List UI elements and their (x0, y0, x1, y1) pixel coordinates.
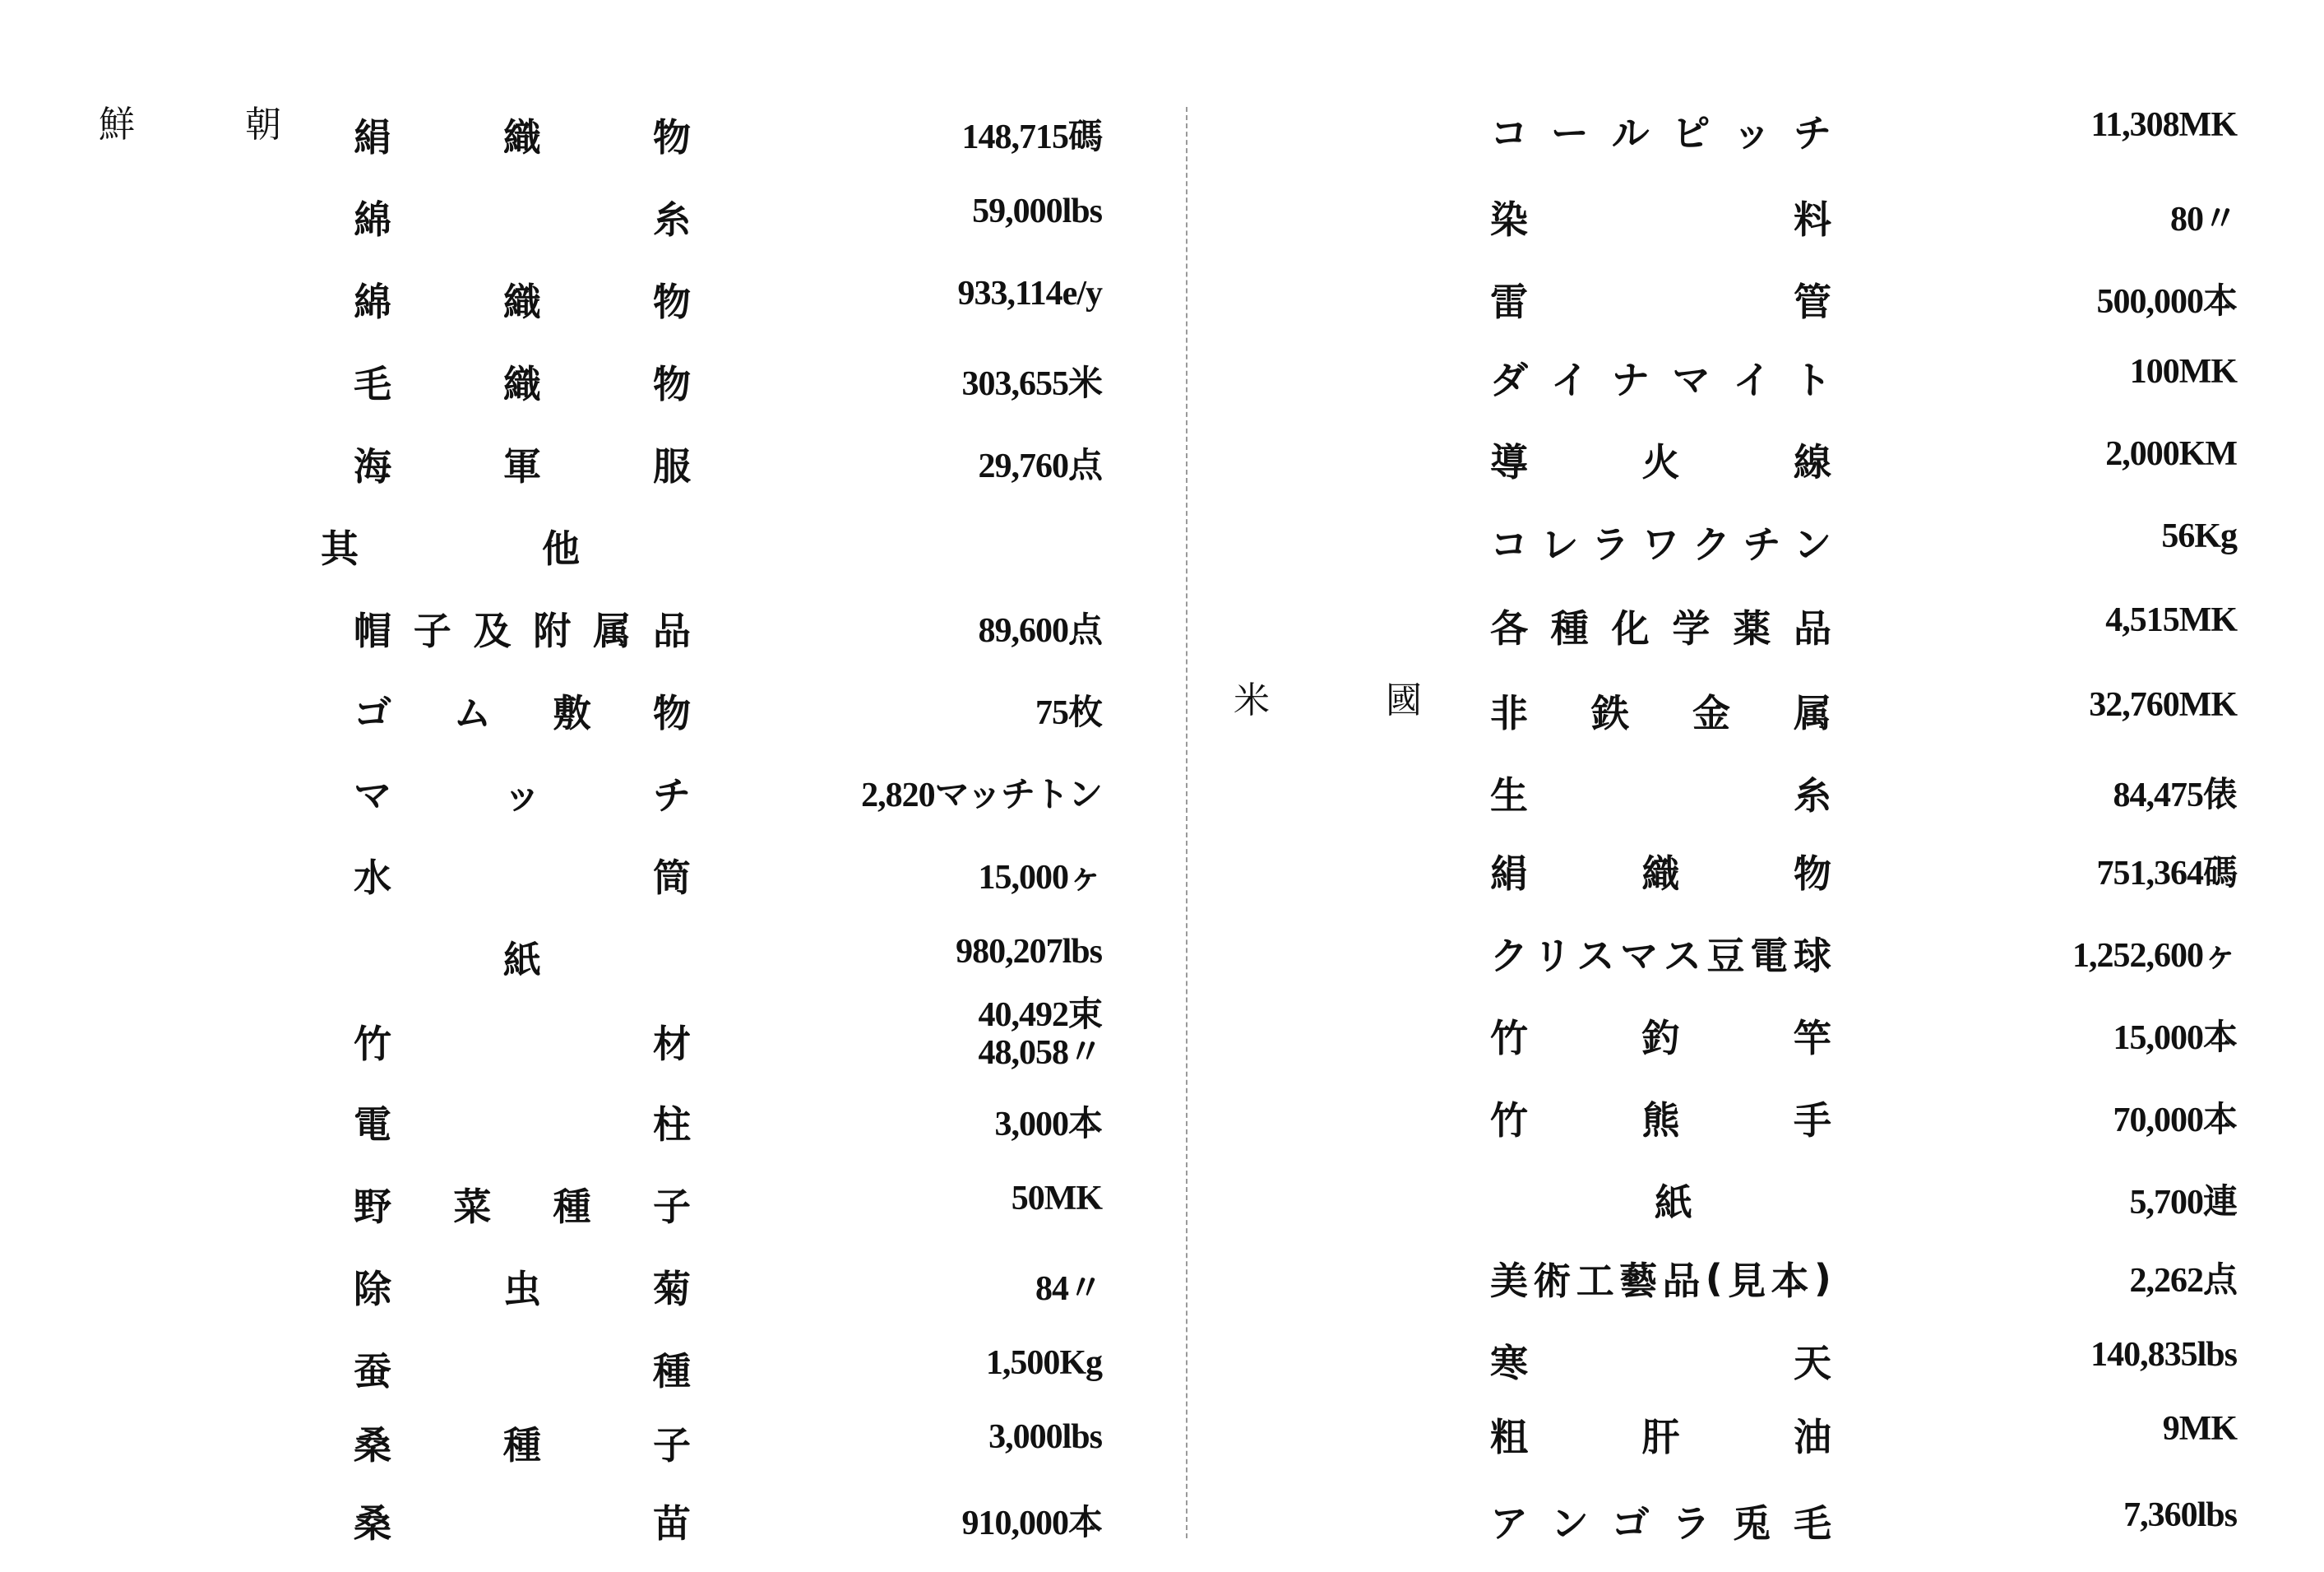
item-quantity: 84〃 (1035, 1270, 1102, 1308)
item-label: 其 他 (321, 526, 580, 571)
item-label: 美 術 工 藝 品 ( 見 本 ) (1490, 1256, 1831, 1303)
item-quantity: 1,500Kg (985, 1344, 1102, 1382)
item-label: 帽 子 及 附 属 品 (354, 609, 691, 653)
item-label: 水 筒 (354, 856, 691, 900)
item-label: 導 火 線 (1490, 440, 1831, 485)
item-quantity: 500,000本 (2096, 283, 2237, 321)
item-quantity: 59,000lbs (972, 192, 1102, 230)
item-quantity: 3,000本 (994, 1106, 1102, 1143)
item-quantity: 32,760MK (2089, 686, 2237, 724)
item-quantity: 9MK (2162, 1410, 2237, 1448)
item-quantity: 980,207lbs (956, 933, 1102, 971)
item-quantity: 100MK (2129, 353, 2237, 391)
item-quantity: 75枚 (1035, 694, 1102, 732)
item-label: ア ン ゴ ラ 兎 毛 (1490, 1501, 1831, 1546)
item-quantity: 7,360lbs (2123, 1496, 2237, 1534)
item-quantity: 2,820マッチトン (861, 777, 1102, 814)
item-quantity: 4,515MK (2105, 601, 2237, 639)
item-label: 粗 肝 油 (1490, 1415, 1831, 1459)
item-quantity: 933,114e/y (957, 275, 1102, 313)
item-label: マ ッ チ (354, 773, 691, 818)
column-divider (1186, 107, 1187, 1538)
item-label: ダ イ ナ マ イ ト (1490, 358, 1831, 402)
item-label: 紙 (1655, 1180, 1692, 1225)
item-label: コ レ ラ ワ ク チ ン (1490, 522, 1831, 567)
item-label: 雷 管 (1490, 280, 1831, 324)
item-label: 非 鉄 金 属 (1490, 691, 1831, 735)
item-label: 桑 種 子 (354, 1423, 691, 1468)
item-quantity: 140,835lbs (2090, 1336, 2237, 1374)
item-label: 桑 苗 (354, 1501, 691, 1546)
item-label: ゴ ム 敷 物 (354, 691, 691, 735)
item-label: 生 糸 (1490, 773, 1831, 818)
item-label: 各 種 化 学 薬 品 (1490, 606, 1831, 651)
item-quantity: 5,700連 (2129, 1184, 2237, 1222)
item-label: 竹 釣 竿 (1490, 1016, 1831, 1060)
item-quantity: 11,308MK (2090, 106, 2237, 144)
item-quantity: 303,655米 (961, 365, 1102, 403)
item-quantity: 29,760点 (978, 447, 1102, 485)
item-quantity: 148,715碼 (961, 118, 1102, 156)
item-label: 除 虫 菊 (354, 1267, 691, 1311)
item-quantity: 3,000lbs (988, 1418, 1102, 1456)
item-label: 毛 織 物 (354, 362, 691, 406)
item-quantity: 751,364碼 (2096, 855, 2237, 893)
item-quantity: 70,000本 (2113, 1101, 2237, 1139)
item-quantity: 910,000本 (961, 1505, 1102, 1542)
region-char: 朝 (245, 104, 281, 146)
region-char: 鮮 (99, 104, 135, 146)
item-label: 蚕 種 (354, 1349, 691, 1393)
item-label: 紙 (503, 938, 541, 982)
item-quantity: 1,252,600ヶ (2072, 937, 2237, 975)
item-label: 寒 天 (1490, 1341, 1831, 1385)
item-quantity: 2,262点 (2129, 1262, 2237, 1300)
item-label: 野 菜 種 子 (354, 1185, 691, 1229)
item-quantity: 50MK (1011, 1180, 1102, 1217)
item-quantity: 15,000ヶ (978, 859, 1102, 897)
item-quantity: 84,475俵 (2113, 777, 2237, 814)
item-label: 染 料 (1490, 197, 1831, 242)
item-quantity: 15,000本 (2113, 1019, 2237, 1057)
item-label: 海 軍 服 (354, 444, 691, 489)
item-quantity: 80〃 (2169, 201, 2237, 239)
item-label: 竹 材 (354, 1022, 691, 1066)
item-quantity: 2,000KM (2105, 435, 2237, 473)
item-label: 絹 織 物 (354, 115, 691, 160)
region-char: 米 (1234, 679, 1270, 721)
item-quantity: 40,492束 48,058〃 (978, 996, 1102, 1072)
item-label: 絹 織 物 (1490, 851, 1831, 896)
item-quantity: 89,600点 (978, 612, 1102, 650)
region-char: 國 (1386, 679, 1422, 721)
item-label: 竹 熊 手 (1490, 1098, 1831, 1143)
item-label: ク リ ス マ ス 豆 電 球 (1490, 934, 1831, 978)
item-quantity: 56Kg (2161, 517, 2237, 555)
item-label: コ ー ル ピ ッ チ (1490, 111, 1831, 155)
item-label: 綿 糸 (354, 197, 691, 242)
item-label: 綿 織 物 (354, 280, 691, 324)
item-label: 電 柱 (354, 1102, 691, 1147)
